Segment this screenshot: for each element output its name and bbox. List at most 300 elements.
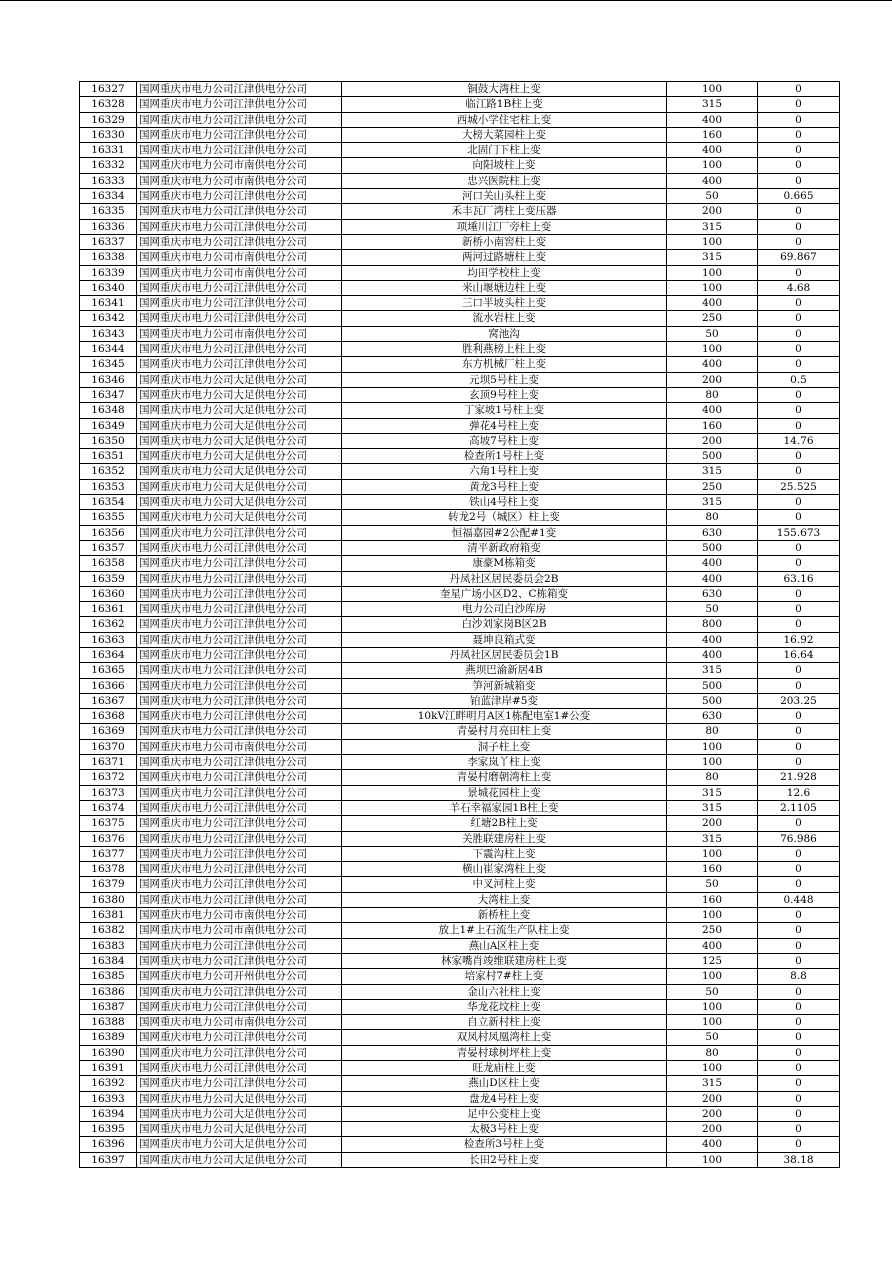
- row-id-cell: 16368: [80, 709, 137, 724]
- transformer-name-cell: 大湾柱上变: [342, 892, 667, 907]
- company-cell: 国网重庆市电力公司江津供电分公司: [137, 357, 342, 372]
- row-id-cell: 16371: [80, 755, 137, 770]
- transformer-name-cell: 放上1#上石流生产队柱上变: [342, 923, 667, 938]
- company-cell: 国网重庆市电力公司江津供电分公司: [137, 234, 342, 249]
- table-row: [80, 831, 840, 846]
- table-row: [80, 418, 840, 433]
- transformer-name-cell: 检查所1号柱上变: [342, 449, 667, 464]
- company-cell: 国网重庆市电力公司江津供电分公司: [137, 1045, 342, 1060]
- row-id-cell: 16386: [80, 984, 137, 999]
- company-cell: 国网重庆市电力公司大足供电分公司: [137, 1091, 342, 1106]
- row-id-cell: 16354: [80, 495, 137, 510]
- company-cell: 国网重庆市电力公司江津供电分公司: [137, 219, 342, 234]
- capacity-cell: 400: [667, 647, 758, 662]
- row-id-cell: 16364: [80, 647, 137, 662]
- table-row: [80, 158, 840, 173]
- value-cell: 0.665: [758, 189, 840, 204]
- value-cell: 0: [758, 999, 840, 1014]
- transformer-name-cell: 盘龙4号柱上变: [342, 1091, 667, 1106]
- transformer-name-cell: 禾丰瓦厂湾柱上变压器: [342, 204, 667, 219]
- transformer-name-cell: 青晏村月亮田柱上变: [342, 724, 667, 739]
- value-cell: 8.8: [758, 969, 840, 984]
- company-cell: 国网重庆市电力公司江津供电分公司: [137, 97, 342, 112]
- company-cell: 国网重庆市电力公司大足供电分公司: [137, 403, 342, 418]
- row-id-cell: 16392: [80, 1076, 137, 1091]
- table-row: [80, 173, 840, 188]
- value-cell: 0: [758, 82, 840, 97]
- company-cell: 国网重庆市电力公司江津供电分公司: [137, 632, 342, 647]
- transformer-name-cell: 铂蓝津岸#5变: [342, 693, 667, 708]
- transformer-name-cell: 林家嘴肖竣维联建房柱上变: [342, 953, 667, 968]
- transformer-name-cell: 李家岚丫柱上变: [342, 755, 667, 770]
- value-cell: 76.986: [758, 831, 840, 846]
- row-id-cell: 16385: [80, 969, 137, 984]
- value-cell: 4.68: [758, 280, 840, 295]
- capacity-cell: 50: [667, 984, 758, 999]
- row-id-cell: 16331: [80, 143, 137, 158]
- company-cell: 国网重庆市电力公司江津供电分公司: [137, 693, 342, 708]
- table-row: [80, 816, 840, 831]
- row-id-cell: 16330: [80, 127, 137, 142]
- table-row: [80, 678, 840, 693]
- capacity-cell: 200: [667, 204, 758, 219]
- table-row: [80, 1137, 840, 1152]
- value-cell: 0: [758, 510, 840, 525]
- capacity-cell: 315: [667, 663, 758, 678]
- table-row: [80, 755, 840, 770]
- capacity-cell: 80: [667, 510, 758, 525]
- transformer-name-cell: 长田2号柱上变: [342, 1152, 667, 1167]
- capacity-cell: 100: [667, 739, 758, 754]
- table-row: [80, 663, 840, 678]
- value-cell: 0: [758, 923, 840, 938]
- row-id-cell: 16378: [80, 862, 137, 877]
- row-id-cell: 16337: [80, 234, 137, 249]
- capacity-cell: 800: [667, 617, 758, 632]
- capacity-cell: 160: [667, 892, 758, 907]
- table-row: [80, 984, 840, 999]
- value-cell: 0: [758, 816, 840, 831]
- company-cell: 国网重庆市电力公司江津供电分公司: [137, 724, 342, 739]
- row-id-cell: 16375: [80, 816, 137, 831]
- transformer-name-cell: 胜利燕榜上柱上变: [342, 342, 667, 357]
- table-row: [80, 709, 840, 724]
- table-row: [80, 1122, 840, 1137]
- capacity-cell: 315: [667, 219, 758, 234]
- row-id-cell: 16355: [80, 510, 137, 525]
- table-row: [80, 204, 840, 219]
- table-row: [80, 693, 840, 708]
- row-id-cell: 16351: [80, 449, 137, 464]
- company-cell: 国网重庆市电力公司开州供电分公司: [137, 969, 342, 984]
- transformer-name-cell: 金山六社柱上变: [342, 984, 667, 999]
- transformer-name-cell: 铁山4号柱上变: [342, 495, 667, 510]
- value-cell: 0: [758, 97, 840, 112]
- company-cell: 国网重庆市电力公司江津供电分公司: [137, 999, 342, 1014]
- table-row: [80, 449, 840, 464]
- transformer-name-cell: 青晏村磨朝湾柱上变: [342, 770, 667, 785]
- capacity-cell: 160: [667, 418, 758, 433]
- value-cell: 0: [758, 326, 840, 341]
- company-cell: 国网重庆市电力公司江津供电分公司: [137, 342, 342, 357]
- capacity-cell: 400: [667, 1137, 758, 1152]
- table-row: [80, 250, 840, 265]
- value-cell: 0: [758, 112, 840, 127]
- value-cell: 38.18: [758, 1152, 840, 1167]
- value-cell: 16.64: [758, 647, 840, 662]
- row-id-cell: 16397: [80, 1152, 137, 1167]
- table-row: [80, 311, 840, 326]
- transformer-name-cell: 转龙2号（城区）柱上变: [342, 510, 667, 525]
- transformer-name-cell: 铜鼓大湾柱上变: [342, 82, 667, 97]
- transformer-name-cell: 临江路1B柱上变: [342, 97, 667, 112]
- table-row: [80, 632, 840, 647]
- transformer-name-cell: 忠兴医院柱上变: [342, 173, 667, 188]
- capacity-cell: 50: [667, 326, 758, 341]
- transformer-name-cell: 检查所3号柱上变: [342, 1137, 667, 1152]
- company-cell: 国网重庆市电力公司大足供电分公司: [137, 1122, 342, 1137]
- capacity-cell: 50: [667, 189, 758, 204]
- capacity-cell: 315: [667, 1076, 758, 1091]
- transformer-name-cell: 东方机械厂柱上变: [342, 357, 667, 372]
- capacity-cell: 100: [667, 265, 758, 280]
- company-cell: 国网重庆市电力公司江津供电分公司: [137, 127, 342, 142]
- table-row: [80, 862, 840, 877]
- transformer-name-cell: 新桥柱上变: [342, 908, 667, 923]
- company-cell: 国网重庆市电力公司江津供电分公司: [137, 892, 342, 907]
- transformer-name-cell: 弹花4号柱上变: [342, 418, 667, 433]
- table-row: [80, 265, 840, 280]
- value-cell: 0: [758, 938, 840, 953]
- company-cell: 国网重庆市电力公司市南供电分公司: [137, 739, 342, 754]
- transformer-name-cell: 电力公司白沙库房: [342, 602, 667, 617]
- row-id-cell: 16343: [80, 326, 137, 341]
- capacity-cell: 200: [667, 1122, 758, 1137]
- value-cell: 0: [758, 403, 840, 418]
- capacity-cell: 80: [667, 387, 758, 402]
- transformer-name-cell: 北固门下柱上变: [342, 143, 667, 158]
- company-cell: 国网重庆市电力公司市南供电分公司: [137, 326, 342, 341]
- row-id-cell: 16383: [80, 938, 137, 953]
- row-id-cell: 16377: [80, 846, 137, 861]
- row-id-cell: 16373: [80, 785, 137, 800]
- capacity-cell: 400: [667, 173, 758, 188]
- table-row: [80, 908, 840, 923]
- row-id-cell: 16388: [80, 1015, 137, 1030]
- transformer-name-cell: 项埵川江厂旁柱上变: [342, 219, 667, 234]
- transformer-name-cell: 10kV江畔明月A区1栋配电室1#公变: [342, 709, 667, 724]
- value-cell: 0: [758, 663, 840, 678]
- company-cell: 国网重庆市电力公司市南供电分公司: [137, 923, 342, 938]
- transformer-name-cell: 青晏村球树坪柱上变: [342, 1045, 667, 1060]
- capacity-cell: 50: [667, 602, 758, 617]
- row-id-cell: 16336: [80, 219, 137, 234]
- transformer-name-cell: 燕山D区柱上变: [342, 1076, 667, 1091]
- value-cell: 155.673: [758, 525, 840, 540]
- company-cell: 国网重庆市电力公司江津供电分公司: [137, 1030, 342, 1045]
- row-id-cell: 16357: [80, 540, 137, 555]
- company-cell: 国网重庆市电力公司江津供电分公司: [137, 602, 342, 617]
- value-cell: 0: [758, 862, 840, 877]
- capacity-cell: 80: [667, 724, 758, 739]
- value-cell: 0: [758, 846, 840, 861]
- transformer-name-cell: 黄龙3号柱上变: [342, 479, 667, 494]
- table-row: [80, 372, 840, 387]
- company-cell: 国网重庆市电力公司大足供电分公司: [137, 510, 342, 525]
- value-cell: 0: [758, 342, 840, 357]
- table-row: [80, 112, 840, 127]
- capacity-cell: 315: [667, 495, 758, 510]
- transformer-name-cell: 太极3号柱上变: [342, 1122, 667, 1137]
- capacity-cell: 100: [667, 82, 758, 97]
- capacity-cell: 200: [667, 1091, 758, 1106]
- row-id-cell: 16348: [80, 403, 137, 418]
- table-row: [80, 403, 840, 418]
- row-id-cell: 16396: [80, 1137, 137, 1152]
- transformer-name-cell: 玄顶9号柱上变: [342, 387, 667, 402]
- value-cell: 0: [758, 984, 840, 999]
- transformer-name-cell: 横山崔家湾柱上变: [342, 862, 667, 877]
- capacity-cell: 125: [667, 953, 758, 968]
- row-id-cell: 16362: [80, 617, 137, 632]
- table-row: [80, 479, 840, 494]
- capacity-cell: 100: [667, 999, 758, 1014]
- row-id-cell: 16345: [80, 357, 137, 372]
- company-cell: 国网重庆市电力公司江津供电分公司: [137, 556, 342, 571]
- transformer-name-cell: 高坡7号柱上变: [342, 433, 667, 448]
- value-cell: 0: [758, 418, 840, 433]
- value-cell: 2.1105: [758, 800, 840, 815]
- company-cell: 国网重庆市电力公司江津供电分公司: [137, 709, 342, 724]
- value-cell: 0: [758, 234, 840, 249]
- table-row: [80, 556, 840, 571]
- row-id-cell: 16329: [80, 112, 137, 127]
- capacity-cell: 100: [667, 1015, 758, 1030]
- transformer-table: [79, 81, 840, 1168]
- transformer-name-cell: 河口关山头柱上变: [342, 189, 667, 204]
- row-id-cell: 16361: [80, 602, 137, 617]
- company-cell: 国网重庆市电力公司江津供电分公司: [137, 204, 342, 219]
- value-cell: 0: [758, 1061, 840, 1076]
- table-row: [80, 280, 840, 295]
- value-cell: 0: [758, 1045, 840, 1060]
- row-id-cell: 16356: [80, 525, 137, 540]
- table-row: [80, 510, 840, 525]
- table-row: [80, 219, 840, 234]
- company-cell: 国网重庆市电力公司江津供电分公司: [137, 311, 342, 326]
- table-row: [80, 739, 840, 754]
- value-cell: 14.76: [758, 433, 840, 448]
- company-cell: 国网重庆市电力公司江津供电分公司: [137, 112, 342, 127]
- capacity-cell: 100: [667, 234, 758, 249]
- transformer-name-cell: 白沙刘家岗B区2B: [342, 617, 667, 632]
- capacity-cell: 630: [667, 709, 758, 724]
- value-cell: 0: [758, 602, 840, 617]
- row-id-cell: 16395: [80, 1122, 137, 1137]
- company-cell: 国网重庆市电力公司江津供电分公司: [137, 984, 342, 999]
- company-cell: 国网重庆市电力公司江津供电分公司: [137, 280, 342, 295]
- value-cell: 0: [758, 678, 840, 693]
- company-cell: 国网重庆市电力公司大足供电分公司: [137, 1106, 342, 1121]
- capacity-cell: 400: [667, 296, 758, 311]
- row-id-cell: 16366: [80, 678, 137, 693]
- capacity-cell: 315: [667, 97, 758, 112]
- value-cell: 0: [758, 1030, 840, 1045]
- company-cell: 国网重庆市电力公司江津供电分公司: [137, 189, 342, 204]
- company-cell: 国网重庆市电力公司江津供电分公司: [137, 938, 342, 953]
- capacity-cell: 400: [667, 556, 758, 571]
- value-cell: 12.6: [758, 785, 840, 800]
- table-row: [80, 892, 840, 907]
- value-cell: 0: [758, 311, 840, 326]
- transformer-name-cell: 均田学校柱上变: [342, 265, 667, 280]
- company-cell: 国网重庆市电力公司市南供电分公司: [137, 158, 342, 173]
- transformer-name-cell: 向阳坡柱上变: [342, 158, 667, 173]
- row-id-cell: 16390: [80, 1045, 137, 1060]
- value-cell: 0: [758, 1137, 840, 1152]
- row-id-cell: 16338: [80, 250, 137, 265]
- capacity-cell: 400: [667, 571, 758, 586]
- company-cell: 国网重庆市电力公司大足供电分公司: [137, 372, 342, 387]
- capacity-cell: 160: [667, 862, 758, 877]
- transformer-name-cell: 康豪M栋箱变: [342, 556, 667, 571]
- capacity-cell: 80: [667, 1045, 758, 1060]
- row-id-cell: 16393: [80, 1091, 137, 1106]
- row-id-cell: 16353: [80, 479, 137, 494]
- value-cell: 0: [758, 1106, 840, 1121]
- table-row: [80, 938, 840, 953]
- row-id-cell: 16380: [80, 892, 137, 907]
- value-cell: 0: [758, 617, 840, 632]
- table-row: [80, 571, 840, 586]
- row-id-cell: 16359: [80, 571, 137, 586]
- row-id-cell: 16342: [80, 311, 137, 326]
- table-row: [80, 357, 840, 372]
- company-cell: 国网重庆市电力公司江津供电分公司: [137, 296, 342, 311]
- capacity-cell: 200: [667, 816, 758, 831]
- row-id-cell: 16327: [80, 82, 137, 97]
- capacity-cell: 500: [667, 678, 758, 693]
- row-id-cell: 16370: [80, 739, 137, 754]
- transformer-name-cell: 三口半坡头柱上变: [342, 296, 667, 311]
- capacity-cell: 100: [667, 1061, 758, 1076]
- table-row: [80, 586, 840, 601]
- row-id-cell: 16381: [80, 908, 137, 923]
- capacity-cell: 50: [667, 1030, 758, 1045]
- capacity-cell: 315: [667, 800, 758, 815]
- table-row: [80, 540, 840, 555]
- capacity-cell: 500: [667, 693, 758, 708]
- company-cell: 国网重庆市电力公司江津供电分公司: [137, 785, 342, 800]
- table-row: [80, 999, 840, 1014]
- company-cell: 国网重庆市电力公司江津供电分公司: [137, 678, 342, 693]
- company-cell: 国网重庆市电力公司大足供电分公司: [137, 479, 342, 494]
- transformer-name-cell: 恒福嘉园#2公配#1变: [342, 525, 667, 540]
- company-cell: 国网重庆市电力公司大足供电分公司: [137, 495, 342, 510]
- transformer-name-cell: 燕山A区柱上变: [342, 938, 667, 953]
- transformer-name-cell: 大榜大菜园柱上变: [342, 127, 667, 142]
- value-cell: 0.5: [758, 372, 840, 387]
- value-cell: 0: [758, 556, 840, 571]
- capacity-cell: 100: [667, 846, 758, 861]
- table-row: [80, 296, 840, 311]
- company-cell: 国网重庆市电力公司大足供电分公司: [137, 1137, 342, 1152]
- row-id-cell: 16347: [80, 387, 137, 402]
- capacity-cell: 100: [667, 1152, 758, 1167]
- company-cell: 国网重庆市电力公司江津供电分公司: [137, 846, 342, 861]
- table-row: [80, 877, 840, 892]
- row-id-cell: 16379: [80, 877, 137, 892]
- transformer-name-cell: 笋河新城箱变: [342, 678, 667, 693]
- row-id-cell: 16372: [80, 770, 137, 785]
- transformer-name-cell: 燕坝巴渝新居4B: [342, 663, 667, 678]
- transformer-name-cell: 华龙花坟柱上变: [342, 999, 667, 1014]
- capacity-cell: 100: [667, 342, 758, 357]
- value-cell: 63.16: [758, 571, 840, 586]
- row-id-cell: 16382: [80, 923, 137, 938]
- company-cell: 国网重庆市电力公司市南供电分公司: [137, 173, 342, 188]
- table-row: [80, 785, 840, 800]
- transformer-name-cell: 丹凤社区居民委员会2B: [342, 571, 667, 586]
- capacity-cell: 250: [667, 923, 758, 938]
- company-cell: 国网重庆市电力公司大足供电分公司: [137, 418, 342, 433]
- capacity-cell: 200: [667, 433, 758, 448]
- company-cell: 国网重庆市电力公司江津供电分公司: [137, 525, 342, 540]
- value-cell: 0: [758, 1076, 840, 1091]
- company-cell: 国网重庆市电力公司大足供电分公司: [137, 1152, 342, 1167]
- transformer-name-cell: 羊石幸福家园1B柱上变: [342, 800, 667, 815]
- row-id-cell: 16374: [80, 800, 137, 815]
- company-cell: 国网重庆市电力公司江津供电分公司: [137, 663, 342, 678]
- capacity-cell: 400: [667, 632, 758, 647]
- table-row: [80, 1091, 840, 1106]
- transformer-name-cell: 旺龙庙柱上变: [342, 1061, 667, 1076]
- capacity-cell: 630: [667, 586, 758, 601]
- capacity-cell: 200: [667, 1106, 758, 1121]
- table-row: [80, 724, 840, 739]
- value-cell: 0: [758, 464, 840, 479]
- table-row: [80, 525, 840, 540]
- table-row: [80, 1106, 840, 1121]
- company-cell: 国网重庆市电力公司江津供电分公司: [137, 143, 342, 158]
- value-cell: 0: [758, 265, 840, 280]
- row-id-cell: 16350: [80, 433, 137, 448]
- transformer-name-cell: 聂坤良箱式变: [342, 632, 667, 647]
- capacity-cell: 315: [667, 831, 758, 846]
- company-cell: 国网重庆市电力公司江津供电分公司: [137, 755, 342, 770]
- table-row: [80, 1030, 840, 1045]
- company-cell: 国网重庆市电力公司江津供电分公司: [137, 816, 342, 831]
- transformer-name-cell: 红塘2B柱上变: [342, 816, 667, 831]
- capacity-cell: 400: [667, 357, 758, 372]
- value-cell: 0: [758, 540, 840, 555]
- row-id-cell: 16384: [80, 953, 137, 968]
- table-row: [80, 800, 840, 815]
- table-row: [80, 647, 840, 662]
- value-cell: 69.867: [758, 250, 840, 265]
- table-row: [80, 189, 840, 204]
- capacity-cell: 500: [667, 540, 758, 555]
- value-cell: 25.525: [758, 479, 840, 494]
- table-body: [80, 82, 840, 1168]
- table-row: [80, 770, 840, 785]
- company-cell: 国网重庆市电力公司市南供电分公司: [137, 250, 342, 265]
- company-cell: 国网重庆市电力公司大足供电分公司: [137, 433, 342, 448]
- table-row: [80, 846, 840, 861]
- row-id-cell: 16335: [80, 204, 137, 219]
- transformer-name-cell: 窝池沟: [342, 326, 667, 341]
- transformer-name-cell: 元坝5号柱上变: [342, 372, 667, 387]
